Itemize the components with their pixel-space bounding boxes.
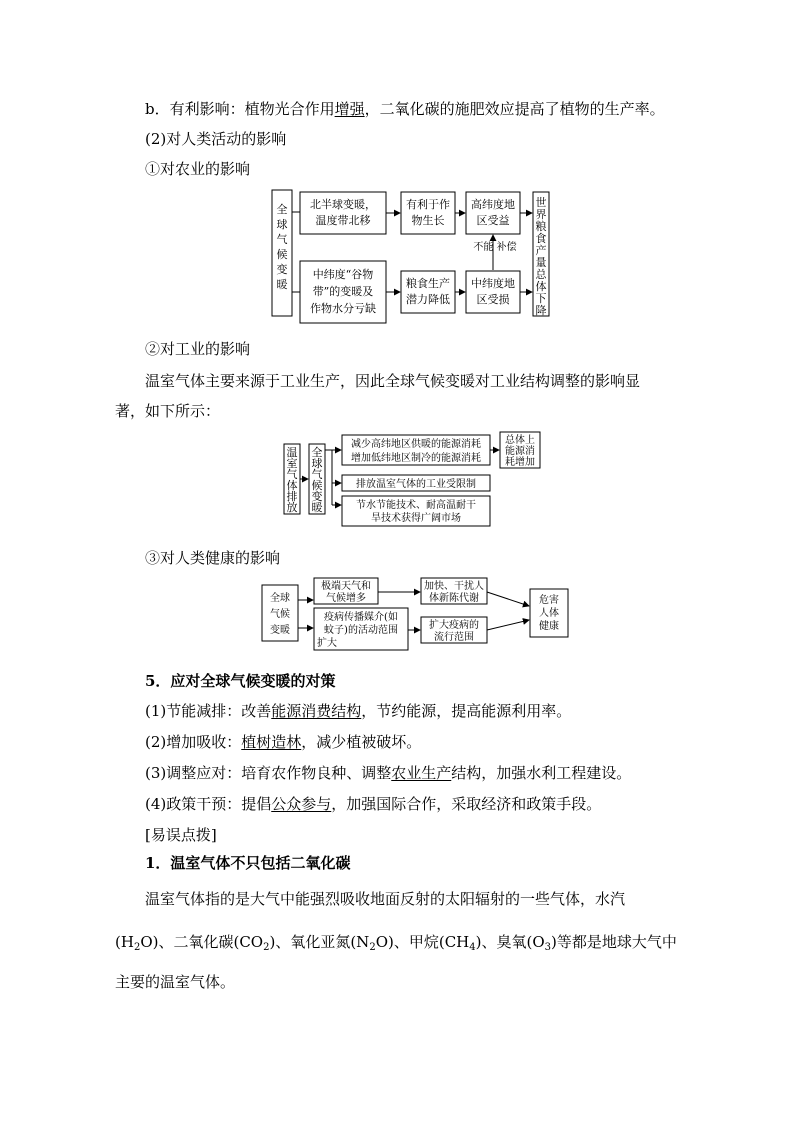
svg-text:候: 候 [276,248,288,261]
agri-source-text [277,202,288,291]
svg-text:暖: 暖 [276,278,288,291]
health-source-l2: 气候 [270,609,290,620]
svg-text:产: 产 [535,244,547,257]
health-result-l3: 健康 [539,621,559,632]
ind-b2-l1: 节水节能技术、耐高温耐干 [356,500,476,511]
agri-result-text [536,195,548,317]
heading-human-activity: (2)对人类活动的影响 [145,130,287,148]
industry-para-line1: 温室气体主要来源于工业生产，因此全球气候变暖对工业结构调整的影响显 [145,372,641,390]
agri-bot3-l1: 中纬度地 [471,277,515,290]
error-tag: [易误点拨] [145,826,217,844]
ind-result-l2: 能源消 [505,446,535,457]
agri-top2-l2: 物生长 [411,214,445,227]
svg-text:粮: 粮 [535,220,547,233]
heading-health: ③对人类健康的影响 [145,549,281,567]
ind-source-text [287,446,298,514]
health-b2-l2: 流行范围 [434,632,474,643]
svg-text:气: 气 [276,233,288,246]
error-para-line2: $(H_2O)$、二氧化碳$(CO_2)$、氧化亚氮$(N_2O)$、甲烷$(CH_4)$、臭氧$(O_3)$等都是地球大气中 [115,933,677,953]
svg-text:气: 气 [286,468,298,481]
measure-3: (3)调整应对：培育农作物良种、调整农业生产结构，加强水利工程建设。 [145,764,632,782]
svg-text:排: 排 [286,490,298,503]
agri-top2-l1: 有利于作 [406,198,450,211]
ind-mid-text [312,445,323,514]
svg-text:降: 降 [535,304,547,317]
heading-industry: ②对工业的影响 [145,340,251,358]
agri-bot1-l1: 中纬度“谷物 [312,268,374,281]
svg-text:球: 球 [311,457,323,470]
error-para-line3: 主要的温室气体。 [115,973,236,991]
heading-agriculture: ①对农业的影响 [145,160,251,178]
ind-top-l1: 减少高纬地区供暖的能源消耗 [351,439,481,450]
ind-b2-l2: 旱技术获得广阔市场 [371,513,461,524]
svg-text:量: 量 [535,256,547,269]
ind-result-l1: 总体上 [505,435,535,446]
health-a1-l2: 气候增多 [326,593,366,604]
agri-bot2-l2: 潜力降低 [406,293,450,306]
agri-mid-label: 不能 补偿 [473,242,517,253]
error-heading: 1．温室气体不只包括二氧化碳 [145,854,351,872]
svg-text:温: 温 [286,446,298,459]
svg-text:体: 体 [535,280,547,293]
health-b1-l2: 蚊子)的活动范围 [324,625,398,636]
svg-text:体: 体 [286,479,298,492]
industry-para-line2: 著，如下所示： [115,402,221,420]
health-result-l2: 人体 [539,608,559,619]
svg-text:室: 室 [286,457,298,470]
health-source-l1: 全球 [270,593,290,604]
heading-countermeasures: 5．应对全球气候变暖的对策 [145,672,336,690]
agri-bot2-l1: 粮食生产 [406,277,450,290]
measure-1: (1)节能减排：改善能源消费结构，节约能源，提高能源利用率。 [145,702,572,720]
health-b2-l1: 扩大疫病的 [429,620,479,631]
svg-text:放: 放 [286,501,298,514]
error-para-line1: 温室气体指的是大气中能强烈吸收地面反射的太阳辐射的一些气体，水汽 [145,890,626,908]
health-b1-l1: 疫病传播媒介(如 [324,612,398,623]
ind-result-l3: 耗增加 [505,457,535,468]
agri-top3-l2: 区受益 [476,214,510,227]
health-result-l1: 危害 [539,595,559,606]
svg-text:球: 球 [276,218,288,231]
svg-text:气: 气 [311,468,323,481]
svg-text:变: 变 [311,490,323,503]
measure-2: (2)增加吸收：植树造林，减少植被破坏。 [145,733,422,751]
agri-top1-l2: 温度带北移 [315,214,371,227]
svg-text:世: 世 [535,196,547,209]
svg-text:变: 变 [276,263,288,276]
svg-text:总: 总 [535,268,547,281]
svg-text:暖: 暖 [311,501,323,514]
svg-text:界: 界 [535,208,547,221]
ind-top-l2: 增加低纬地区制冷的能源消耗 [351,453,481,464]
measure-4: (4)政策干预：提倡公众参与，加强国际合作，采取经济和政策手段。 [145,795,602,813]
agri-bot1-l2: 带”的变暖及 [312,285,374,298]
svg-text:全: 全 [276,203,288,216]
ind-b1-text: 排放温室气体的工业受限制 [356,479,476,490]
agri-top3-l1: 高纬度地 [471,198,515,211]
agri-top1-l1: 北半球变暖， [310,198,376,211]
svg-text:下: 下 [535,292,547,305]
para-b: b．有利影响：植物光合作用增强，二氧化碳的施肥效应提高了植物的生产率。 [145,100,665,118]
agri-bot3-l2: 区受损 [476,293,510,306]
health-a1-l1: 极端天气和 [321,581,371,592]
svg-text:全: 全 [311,446,323,459]
health-a2-l2: 体新陈代谢 [429,593,479,604]
svg-text:候: 候 [311,479,323,492]
health-source-l3: 变暖 [270,625,290,636]
health-a2-l1: 加快、干扰人 [424,581,484,592]
health-b1-l3: 扩大 [317,638,337,649]
agri-bot1-l3: 作物水分亏缺 [310,302,376,315]
svg-text:食: 食 [535,232,547,245]
